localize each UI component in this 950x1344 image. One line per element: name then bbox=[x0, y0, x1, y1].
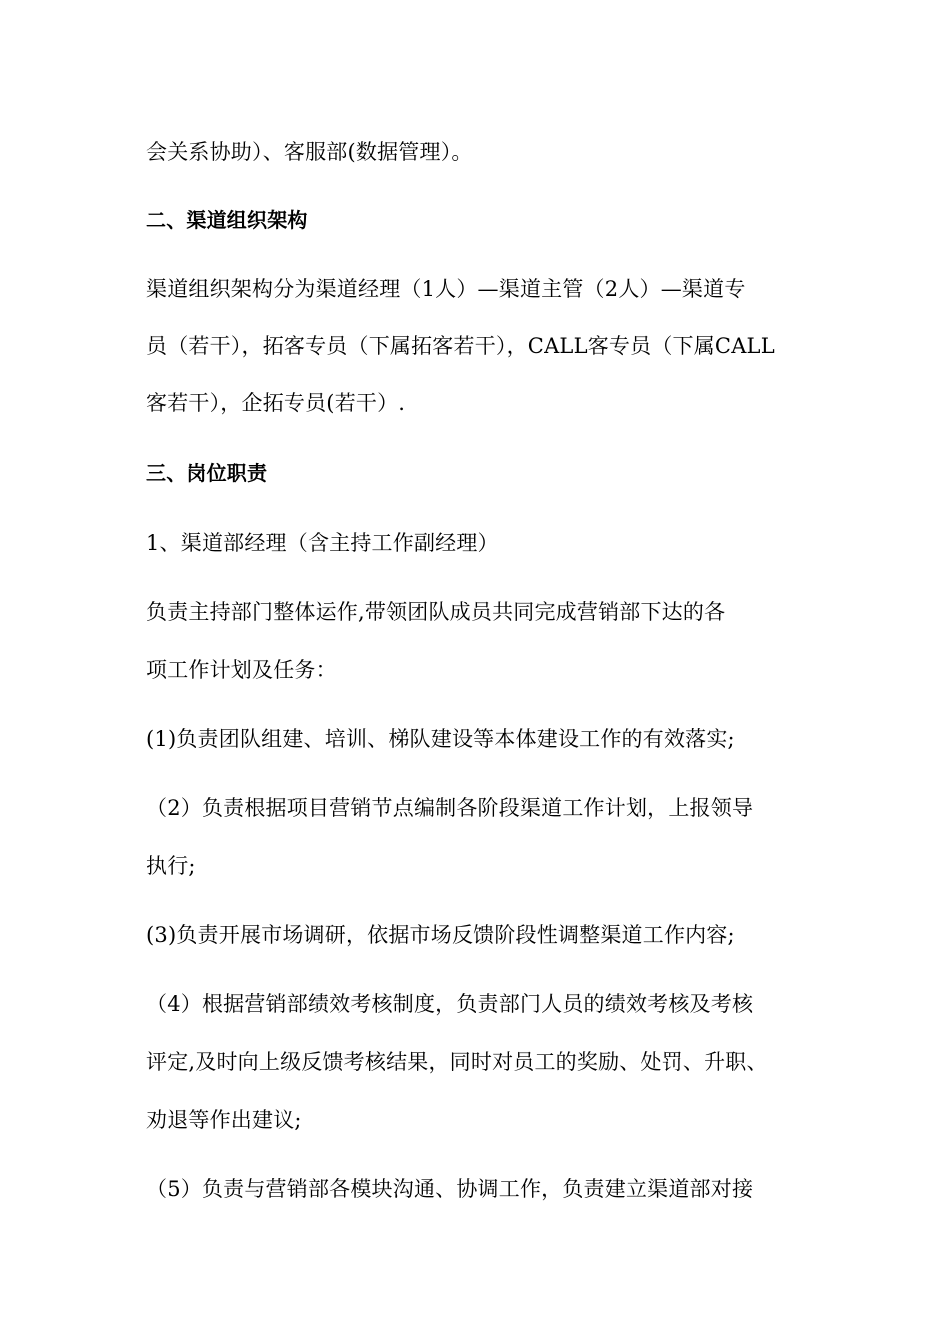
duty-item-1: (1)负责团队组建、培训、梯队建设等本体建设工作的有效落实; bbox=[146, 727, 735, 751]
paragraph-structure-line-3: 客若干），企拓专员(若干）. bbox=[146, 391, 406, 415]
duty-item-2-line-2: 执行; bbox=[146, 854, 196, 878]
paragraph-manager-line-2: 项工作计划及任务： bbox=[146, 658, 337, 682]
duty-item-5-line-1: （5）负责与营销部各模块沟通、协调工作，负责建立渠道部对接 bbox=[146, 1177, 754, 1201]
duty-item-4-line-2: 评定,及时向上级反馈考核结果，同时对员工的奖励、处罚、升职、 bbox=[146, 1050, 768, 1074]
paragraph-structure-line-2: 员（若干），拓客专员（下属拓客若干），CALL客专员（下属CALL bbox=[146, 334, 775, 358]
text-line-continuation: 会关系协助）、客服部(数据管理）。 bbox=[146, 140, 473, 164]
duty-item-2-line-1: （2）负责根据项目营销节点编制各阶段渠道工作计划，上报领导 bbox=[146, 796, 754, 820]
subheading-channel-manager: 1、渠道部经理（含主持工作副经理） bbox=[146, 531, 499, 555]
duty-item-4-line-3: 劝退等作出建议; bbox=[146, 1108, 302, 1132]
section-heading-duties: 三、岗位职责 bbox=[146, 461, 268, 485]
paragraph-structure-line-1: 渠道组织架构分为渠道经理（1人）—渠道主管（2人）—渠道专 bbox=[146, 277, 746, 301]
duty-item-3: (3)负责开展市场调研，依据市场反馈阶段性调整渠道工作内容; bbox=[146, 923, 735, 947]
paragraph-manager-line-1: 负责主持部门整体运作,带领团队成员共同完成营销部下达的各 bbox=[146, 600, 726, 624]
duty-item-4-line-1: （4）根据营销部绩效考核制度，负责部门人员的绩效考核及考核 bbox=[146, 992, 754, 1016]
section-heading-channel-structure: 二、渠道组织架构 bbox=[146, 208, 308, 232]
